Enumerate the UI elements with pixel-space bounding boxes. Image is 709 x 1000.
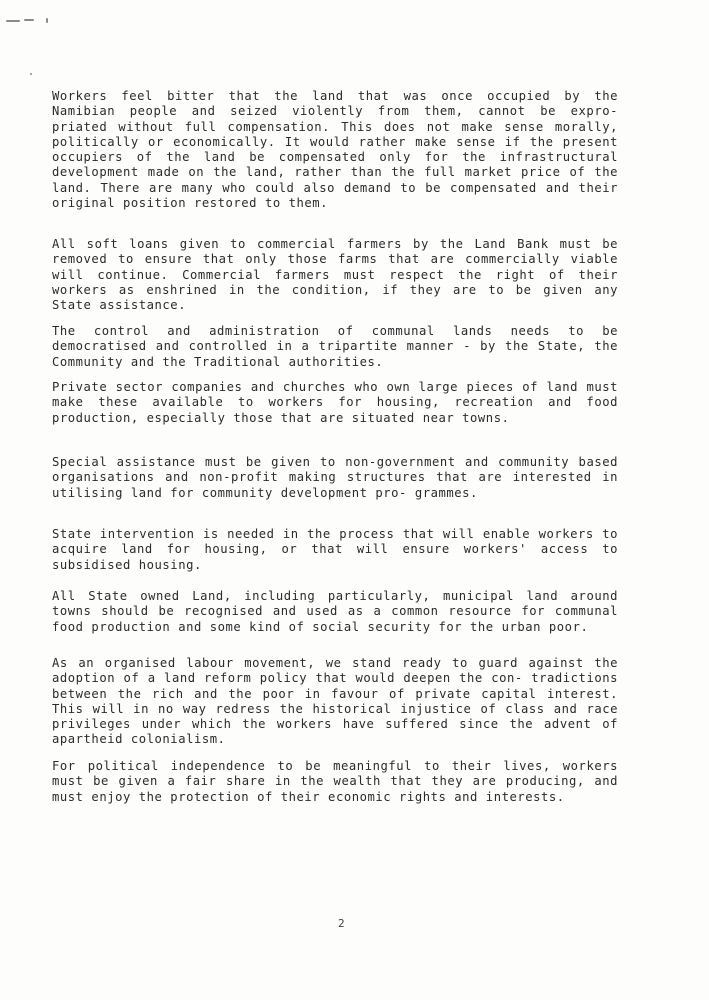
scan-speck <box>6 20 20 22</box>
paragraph-land-bank-loans: All soft loans given to commercial farmers by the Land Bank must be removed to ensure that only those farms that are commercially viable will continue. Commercial farmers must respect the right of their workers as enshrined in the condition, if they are to be given any State assistance. <box>52 237 618 313</box>
paragraph-political-independence: For political independence to be meaningful to their lives, workers must be given a fair share in the wealth that they are producing, and must enjoy the protection of their economic rights and interests. <box>52 759 618 804</box>
scan-speck <box>30 73 32 75</box>
paragraph-land-compensation: Workers feel bitter that the land that was once occupied by the Namibian people and seized violently from them, cannot be expro- priated without full compensation. This does not make sense morally, politically or economically. It would rather make sense if the present occupiers of the land be compensated only for the infrastructural development made on the land, rather than the full market price of the land. There are many who could also demand to be compensated and their original position restored to them. <box>52 89 618 211</box>
scan-artifact <box>6 18 50 24</box>
paragraph-labour-movement: As an organised labour movement, we stand ready to guard against the adoption of a land reform policy that would deepen the con- tradictions between the rich and the poor in favour of private capital interest. This will in no way redress the historical injustice of class and race privileges under which the workers have suffered since the advent of apartheid colonialism. <box>52 656 618 747</box>
paragraph-state-intervention: State intervention is needed in the process that will enable workers to acquire land for housing, or that will ensure workers' access to subsidised housing. <box>52 527 618 572</box>
paragraph-private-sector-land: Private sector companies and churches who own large pieces of land must make these available to workers for housing, recreation and food production, especially those that are situated near towns. <box>52 380 618 425</box>
paragraph-state-owned-land: All State owned Land, including particularly, municipal land around towns should be recognised and used as a common resource for communal food production and some kind of social security for the urban poor. <box>52 589 618 634</box>
paragraph-special-assistance: Special assistance must be given to non-government and community based organisations and non-profit making structures that are interested in utilising land for community development pro- grammes. <box>52 455 618 500</box>
page-number: 2 <box>338 917 345 930</box>
paragraph-communal-lands: The control and administration of communal lands needs to be democratised and controlled in a tripartite manner - by the State, the Community and the Traditional authorities. <box>52 324 618 369</box>
scan-speck <box>24 19 34 21</box>
scan-speck <box>46 18 48 23</box>
